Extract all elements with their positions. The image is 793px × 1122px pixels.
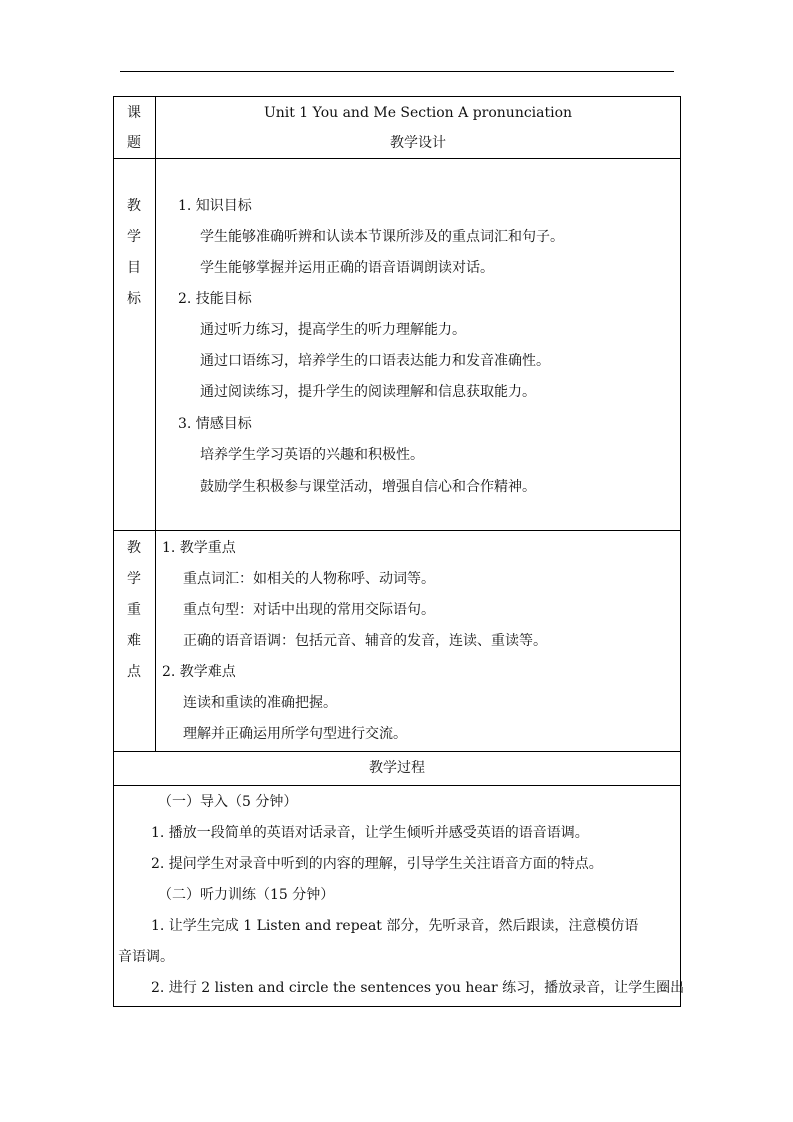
keypoints-label-char: 教: [127, 540, 141, 556]
topic-subtitle: 教学设计: [390, 135, 446, 151]
objectives-item: 通过听力练习，提高学生的听力理解能力。: [200, 322, 466, 338]
objectives-label-char: 教: [127, 198, 141, 214]
topic-label-char: 课: [127, 105, 141, 121]
objectives-label-char: 学: [127, 229, 141, 245]
topic-label-char: 题: [127, 135, 141, 151]
process-item: 2. 进行 2 listen and circle the sentences you hear 练习，播放录音，让学生圈出: [151, 980, 685, 996]
table-border-top: [113, 96, 681, 97]
process-item: 1. 播放一段简单的英语对话录音，让学生倾听并感受英语的语音语调。: [151, 825, 589, 841]
objectives-heading: 3. 情感目标: [178, 416, 252, 432]
process-section-heading: （二）听力训练（15 分钟）: [158, 887, 335, 903]
keypoints-heading: 2. 教学难点: [162, 664, 236, 680]
column-divider: [155, 530, 156, 751]
row-divider: [113, 158, 681, 159]
keypoints-label-char: 难: [127, 633, 141, 649]
row-divider: [113, 751, 681, 752]
process-section-heading: （一）导入（5 分钟）: [158, 794, 298, 810]
keypoints-item: 理解并正确运用所学句型进行交流。: [183, 726, 407, 742]
header-rule: [120, 71, 674, 72]
keypoints-heading: 1. 教学重点: [162, 540, 236, 556]
row-divider: [113, 530, 681, 531]
column-divider: [155, 158, 156, 530]
row-divider: [113, 785, 681, 786]
process-item-continuation: 音语调。: [118, 949, 174, 965]
objectives-item: 培养学生学习英语的兴趣和积极性。: [200, 447, 424, 463]
table-border-bottom: [113, 1006, 681, 1007]
keypoints-label-char: 重: [127, 602, 141, 618]
keypoints-label-char: 学: [127, 571, 141, 587]
objectives-item: 通过阅读练习，提升学生的阅读理解和信息获取能力。: [200, 384, 536, 400]
process-title: 教学过程: [369, 760, 425, 776]
process-item: 2. 提问学生对录音中听到的内容的理解，引导学生关注语音方面的特点。: [151, 856, 603, 872]
keypoints-item: 正确的语音语调：包括元音、辅音的发音，连读、重读等。: [183, 633, 547, 649]
objectives-item: 鼓励学生积极参与课堂活动，增强自信心和合作精神。: [200, 479, 536, 495]
table-border-right: [680, 96, 681, 1006]
keypoints-item: 重点词汇：如相关的人物称呼、动词等。: [183, 571, 435, 587]
process-item: 1. 让学生完成 1 Listen and repeat 部分，先听录音，然后跟读，注意模仿语: [151, 918, 639, 934]
objectives-item: 学生能够准确听辨和认读本节课所涉及的重点词汇和句子。: [200, 229, 564, 245]
keypoints-label-char: 点: [127, 664, 141, 680]
keypoints-item: 连读和重读的准确把握。: [183, 695, 337, 711]
keypoints-item: 重点句型：对话中出现的常用交际语句。: [183, 602, 435, 618]
objectives-heading: 1. 知识目标: [178, 198, 252, 214]
objectives-label-char: 标: [127, 291, 141, 307]
objectives-item: 通过口语练习，培养学生的口语表达能力和发音准确性。: [200, 353, 550, 369]
lesson-plan-table: [113, 96, 685, 1006]
objectives-item: 学生能够掌握并运用正确的语音语调朗读对话。: [200, 260, 494, 276]
topic-title: Unit 1 You and Me Section A pronunciation: [263, 105, 573, 121]
objectives-heading: 2. 技能目标: [178, 291, 252, 307]
objectives-label-char: 目: [127, 260, 141, 276]
